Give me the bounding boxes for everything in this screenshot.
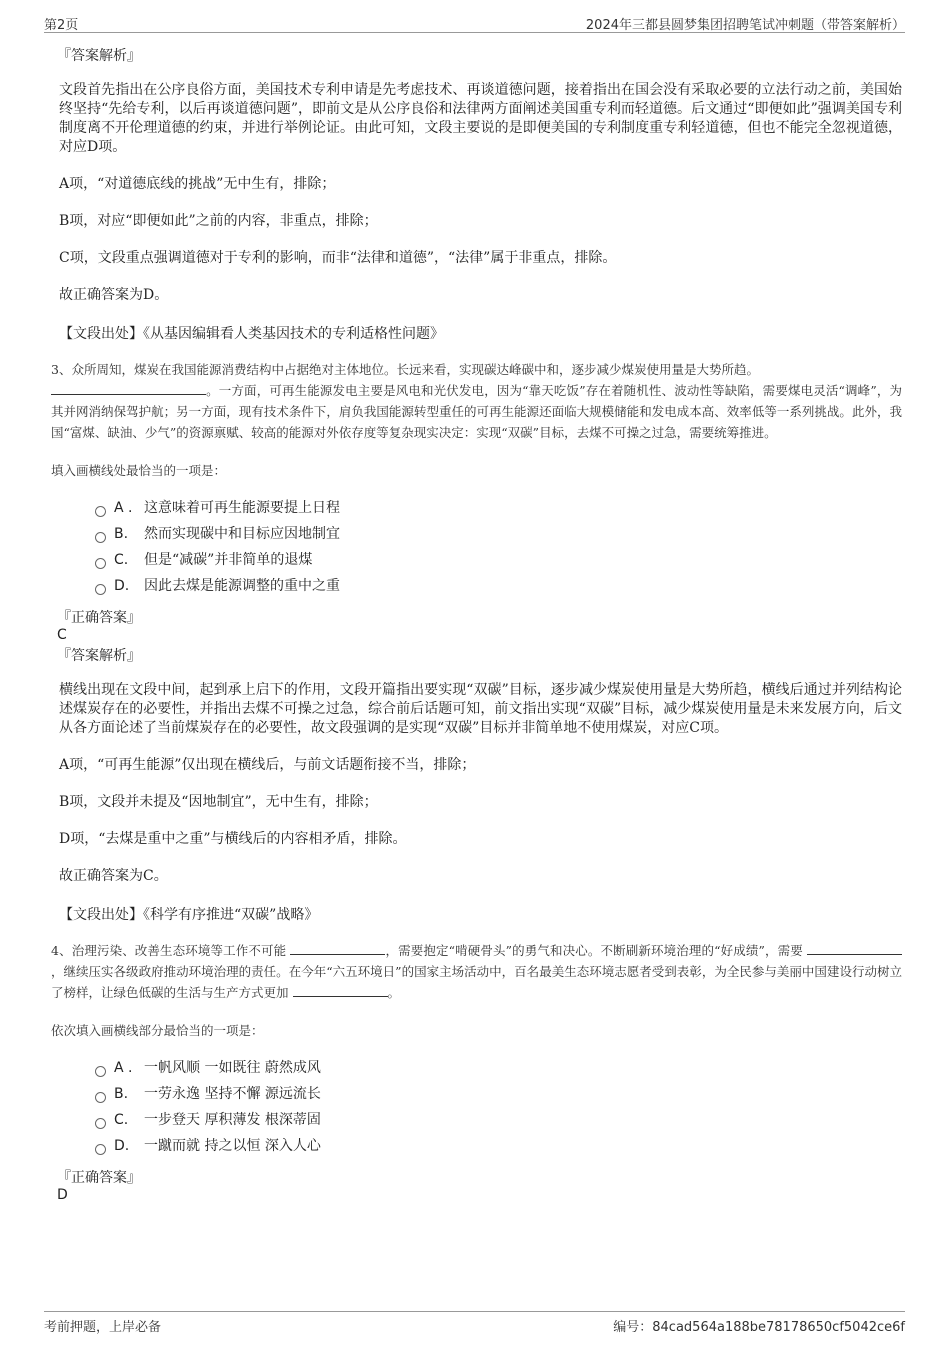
analysis-label: 『答案解析』 (57, 648, 141, 664)
question-4-options (95, 1055, 902, 1159)
option-a[interactable]: A . 一帆风顺 一如既往 蔚然成风 (95, 1055, 902, 1081)
option-explanation: D项，“去煤是重中之重”与横线后的内容相矛盾，排除。 (59, 831, 407, 847)
fill-blank (293, 983, 388, 997)
question-3-options (95, 495, 902, 599)
source-citation: 【文段出处】《从基因编辑看人类基因技术的专利适格性问题》 (59, 326, 444, 342)
document-code: 编号：84cad564a188be78178650cf5042ce6f (613, 1320, 905, 1335)
radio-icon[interactable] (95, 1144, 106, 1155)
radio-icon[interactable] (95, 1092, 106, 1103)
answer-value: D (57, 1187, 68, 1203)
option-a[interactable]: A . 这意味着可再生能源要提上日程 (95, 495, 902, 521)
radio-icon[interactable] (95, 584, 106, 595)
page-footer (44, 1311, 905, 1336)
analysis-text: 文段首先指出在公序良俗方面，美国技术专利申请是先考虑技术、再谈道德问题，接着指出在国会没有采取必要的立法行动之前，美国始终坚持“先给专利，以后再谈道德问题”，即前文是从公序良俗和法律两方面阐述美国重专利而轻道德。后文通过“即便如此”强调美国专利制度离不开伦理道德的约束，并进行举例论证。由此可知，文段主要说的是即便美国的专利制度重专利轻道德，但也不能完全忽视道德，对应D项。 (59, 82, 902, 155)
question-text: 3、众所周知，煤炭在我国能源消费结构中占据绝对主体地位。长远来看，实现碳达峰碳中和，逐步减少煤炭使用量是大势所趋。 (51, 362, 759, 377)
analysis-text: 横线出现在文段中间，起到承上启下的作用，文段开篇指出要实现“双碳”目标，逐步减少煤炭使用量是大势所趋，横线后通过并列结构论述煤炭存在的必要性，并指出去煤不可操之过急，综合前后话题可知，前文指出实现“双碳”目标，减少煤炭使用量是未来发展方向，后文从各方面论述了当前煤炭存在的必要性，故文段强调的是实现“双碳”目标并非简单地不使用煤炭，对应C项。 (59, 682, 902, 736)
answer-value: C (57, 627, 67, 643)
option-explanation: B项，文段并未提及“因地制宜”，无中生有，排除； (59, 794, 378, 810)
question-text: 。一方面，可再生能源发电主要是风电和光伏发电，因为“靠天吃饭”存在着随机性、波动性等缺陷，需要煤电灵活“调峰”，为其并网消纳保驾护航；另一方面，现有技术条件下，肩负我国能源转型重任的可再生能源还面临大规模储能和发电成本高、效率低等一系列挑战。此外，我国“富煤、缺油、少气”的资源禀赋、较高的能源对外依存度等复杂现实决定：实现“双碳”目标，去煤不可操之过急，需要统筹推进。 (51, 383, 902, 440)
conclusion: 故正确答案为C。 (59, 868, 168, 884)
source-citation: 【文段出处】《科学有序推进“双碳”战略》 (59, 907, 319, 923)
option-d[interactable]: D. 一蹴而就 持之以恒 深入人心 (95, 1133, 902, 1159)
analysis-label: 『答案解析』 (57, 48, 141, 64)
question-prompt: 填入画横线处最恰当的一项是： (51, 463, 227, 478)
option-explanation: A项，“对道德底线的挑战”无中生有，排除； (59, 176, 336, 192)
page-number: 第2页 (44, 18, 79, 33)
radio-icon[interactable] (95, 506, 106, 517)
radio-icon[interactable] (95, 532, 106, 543)
fill-blank (807, 941, 902, 955)
radio-icon[interactable] (95, 1118, 106, 1129)
option-b[interactable]: B. 然而实现碳中和目标应因地制宜 (95, 521, 902, 547)
option-d[interactable]: D. 因此去煤是能源调整的重中之重 (95, 573, 902, 599)
option-c[interactable]: C. 一步登天 厚积薄发 根深蒂固 (95, 1107, 902, 1133)
question-3-stem (51, 359, 902, 443)
radio-icon[interactable] (95, 1066, 106, 1077)
page-header (44, 12, 905, 33)
document-title: 2024年三都县圆梦集团招聘笔试冲刺题（带答案解析） (585, 18, 905, 33)
option-explanation: A项，“可再生能源”仅出现在横线后，与前文话题衔接不当，排除； (59, 757, 476, 773)
radio-icon[interactable] (95, 558, 106, 569)
fill-blank (290, 941, 385, 955)
answer-label: 『正确答案』 (57, 1170, 141, 1186)
footer-slogan: 考前押题，上岸必备 (44, 1320, 162, 1335)
conclusion: 故正确答案为D。 (59, 287, 169, 303)
option-explanation: B项，对应“即便如此”之前的内容，非重点，排除； (59, 213, 378, 229)
document-body (51, 45, 902, 1203)
option-b[interactable]: B. 一劳永逸 坚持不懈 源远流长 (95, 1081, 902, 1107)
question-4-stem: 4、治理污染、改善生态环境等工作不可能 ，需要抱定“啃硬骨头”的勇气和决心。不断刷新环境治理的“好成绩”，需要 ，继续压实各级政府推动环境治理的责任。在今年“六五环境日”的国家主场活动中，百名最美生态环境志愿者受到表彰，为全民参与美丽中国建设行动树立了榜样，让绿色低碳的生活与生产方式更加 。 (51, 943, 902, 1000)
question-prompt: 依次填入画横线部分最恰当的一项是： (51, 1023, 264, 1038)
option-c[interactable]: C. 但是“减碳”并非简单的退煤 (95, 547, 902, 573)
answer-label: 『正确答案』 (57, 610, 141, 626)
option-explanation: C项，文段重点强调道德对于专利的影响，而非“法律和道德”，“法律”属于非重点，排除。 (59, 250, 617, 266)
fill-blank (51, 381, 206, 395)
